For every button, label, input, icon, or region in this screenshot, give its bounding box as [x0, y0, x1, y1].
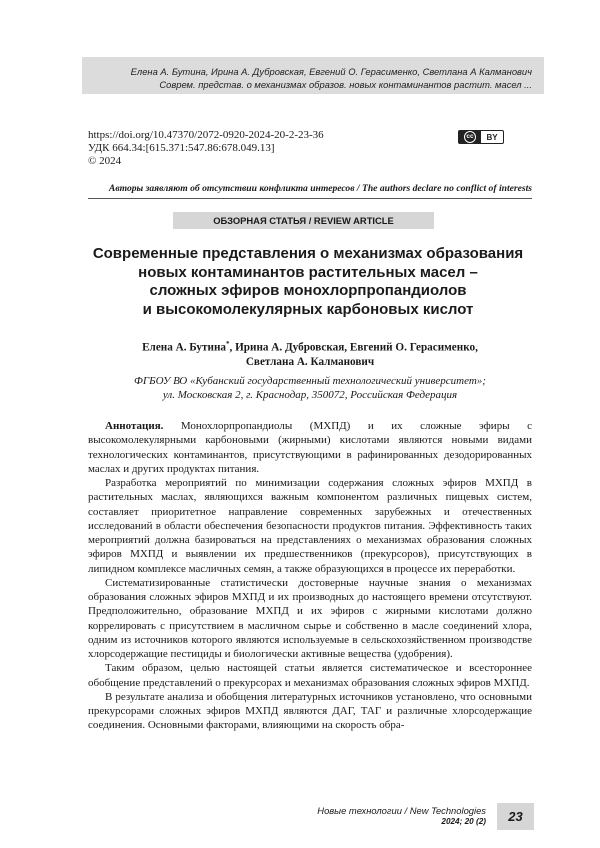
abstract-paragraph: Аннотация. Монохлорпропандиолы (МХПД) и их сложные эфиры с высокомолекулярными карбоновыми (жирными) кислотами являются новыми видами технологических контаминантов, присутствующими в рафинированных дезодорированных маслах и других продуктах питания.	[88, 420, 532, 475]
abstract-label: Аннотация.	[105, 420, 164, 432]
affiliation-line: ул. Московская 2, г. Краснодар, 350072, Российская Федерация	[162, 389, 458, 401]
article-title	[80, 245, 536, 319]
corresponding-author-mark: *	[225, 340, 230, 348]
running-header	[82, 57, 544, 94]
article-type-label: ОБЗОРНАЯ СТАТЬЯ / REVIEW ARTICLE	[173, 212, 434, 229]
title-line: сложных эфиров монохлорпропандиолов	[149, 282, 467, 299]
author-name: Елена А. Бутина	[142, 341, 226, 354]
title-line: новых контаминантов растительных масел –	[138, 263, 478, 281]
affiliation	[100, 374, 520, 402]
author-name: , Ирина А. Дубровская, Евгений О. Герасименко,	[229, 341, 478, 354]
journal-issue: 2024; 20 (2)	[441, 817, 486, 826]
abstract-paragraph: Разработка мероприятий по минимизации содержания сложных эфиров МХПД в растительных маслах, являющихся важным компонентом различных пищевых систем, составляет приоритетное направление современных зарубежных и отечественных исследований в области обеспечения безопасности продуктов питания. Эффективность таких мероприятий должна базироваться на представлениях о механизмах образования сложных эфиров МХПД и выявлении их предшественников (прекурсоров), присутствующих в липидном комплексе масличных семян, а также образующихся в процессе их переработки.	[88, 477, 532, 575]
article-meta	[88, 129, 324, 168]
journal-name: Новые технологии / New Technologies	[317, 805, 486, 816]
copyright: © 2024	[88, 155, 122, 167]
title-line: и высокомолекулярных карбоновых кислот	[142, 300, 474, 318]
udk-code: УДК 664.34:[615.371:547.86:678.049.13]	[88, 142, 275, 154]
abstract-paragraph: В результате анализа и обобщения литературных источников установлено, что основными прекурсорами сложных эфиров МХПД являются ДАГ, ТАГ и различные хлорсодержащие соединения. Основными факторами, влияющими на скорость обра-	[88, 690, 532, 732]
creative-commons-icon: cc	[459, 131, 481, 143]
cc-by-license-icon[interactable]	[458, 130, 504, 144]
license-by-label: BY	[486, 132, 498, 142]
abstract	[88, 419, 532, 733]
title-line: Современные представления о механизмах образования	[92, 245, 524, 262]
doi-link[interactable]: https://doi.org/10.47370/2072-0920-2024-20-2-23-36	[88, 129, 324, 141]
running-header-title: Соврем. представ. о механизмах образов. новых контаминантов растит. масел ...	[159, 79, 532, 90]
abstract-paragraph: Систематизированные статистически достоверные научные знания о механизмах образования сложных эфиров МХПД и их производных до настоящего времени отсутствуют. Предположительно, образование МХПД и их эфиров с жирными кислотами должно коррелировать с присутствием в масличном сырье и собственно в масле соединений хлора, одним из источников которого являются используемые в сельскохозяйственном производстве хлорсодержащие пестициды и биологически активные вещества (удобрения).	[88, 576, 532, 660]
abstract-paragraph: Таким образом, целью настоящей статьи является систематическое и всестороннее обобщение представлений о прекурсорах и механизмах образования сложных эфиров МХПД.	[88, 662, 532, 689]
running-header-authors: Елена А. Бутина, Ирина А. Дубровская, Евгений О. Герасименко, Светлана А Калманович	[130, 66, 532, 77]
page-number: 23	[497, 803, 534, 830]
divider	[88, 198, 532, 199]
conflict-statement: Авторы заявляют об отсутствии конфликта интересов / The authors declare no conflict of interests	[108, 183, 532, 194]
footer-journal	[280, 805, 486, 827]
author-list	[100, 337, 520, 370]
author-name: Светлана А. Калманович	[245, 356, 375, 369]
affiliation-line: ФГБОУ ВО «Кубанский государственный технологический университет»;	[134, 375, 486, 387]
